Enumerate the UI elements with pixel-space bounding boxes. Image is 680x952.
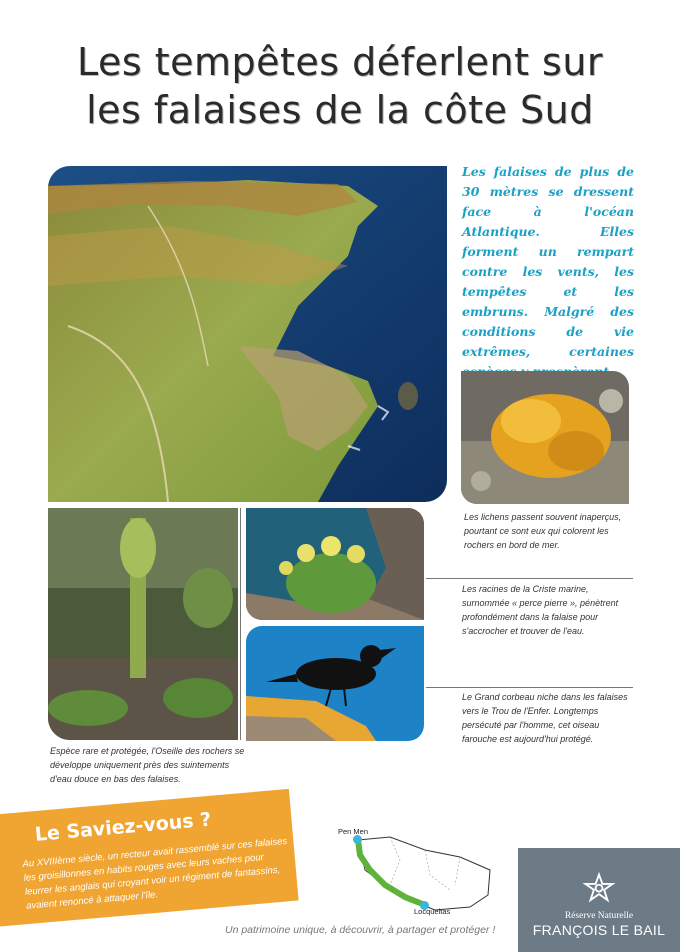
map-dot-pen-men <box>353 835 362 844</box>
divider <box>426 578 633 579</box>
corbeau-caption: Le Grand corbeau niche dans les falaises vers le Trou de l'Enfer. Longtemps persécuté par l'homme, cet oiseau farouche est aujourd'hui protégé. <box>462 692 628 744</box>
grand-corbeau-photo <box>246 626 424 741</box>
lichen-photo <box>461 371 629 504</box>
saviez-vous-title: Le Saviez-vous ? <box>34 808 213 846</box>
page-title <box>0 38 680 134</box>
divider <box>240 508 241 740</box>
map-label-pen-men: Pen Men <box>338 827 369 836</box>
page-title-line-1: Les tempêtes déferlent sur <box>76 40 604 84</box>
map-label-locqueltas: Locqueltas <box>414 907 451 916</box>
intro-paragraph: Les falaises de plus de 30 mètres se dressent face à l'océan Atlantique. Elles forment un rempart contre les vents, les tempêtes et les embruns. Malgré des conditions de vie extrêmes, certaines <box>462 164 634 359</box>
logo-line-2: FRANÇOIS LE BAIL <box>532 922 666 938</box>
oseille-photo <box>48 508 238 740</box>
snowflake-star-icon <box>582 872 616 906</box>
tagline: Un patrimoine unique, à découvrir, à partager et protéger ! <box>225 924 496 936</box>
page-title-line-2: les falaises de la côte Sud <box>86 88 594 132</box>
saviez-vous-text: Au XVIIIème siècle, un recteur avait rassemblé sur ces falaises les groisillonnes en habits rouges avec leurs vaches pour leurrer les anglais qui croyant voir un régiment de fantassins, avaient renoncé à attaquer l'île. <box>22 835 288 912</box>
aerial-cliff-photo <box>48 166 447 502</box>
oseille-caption: Espèce rare et protégée, l'Oseille des rochers se développe uniquement près des suintements d'eau douce en bas des falaises. <box>50 746 245 784</box>
criste-caption: Les racines de la Criste marine, surnommée « perce pierre », pénètrent profondément dans la falaise pour s'accrocher et trouver de l'eau. <box>462 584 619 636</box>
divider <box>426 687 633 688</box>
logo-line-1: Réserve Naturelle <box>564 911 634 921</box>
lichens-caption: Les lichens passent souvent inaperçus, pourtant ce sont eux qui colorent les rochers en bord de mer. <box>464 512 622 550</box>
criste-marine-photo <box>246 508 424 620</box>
